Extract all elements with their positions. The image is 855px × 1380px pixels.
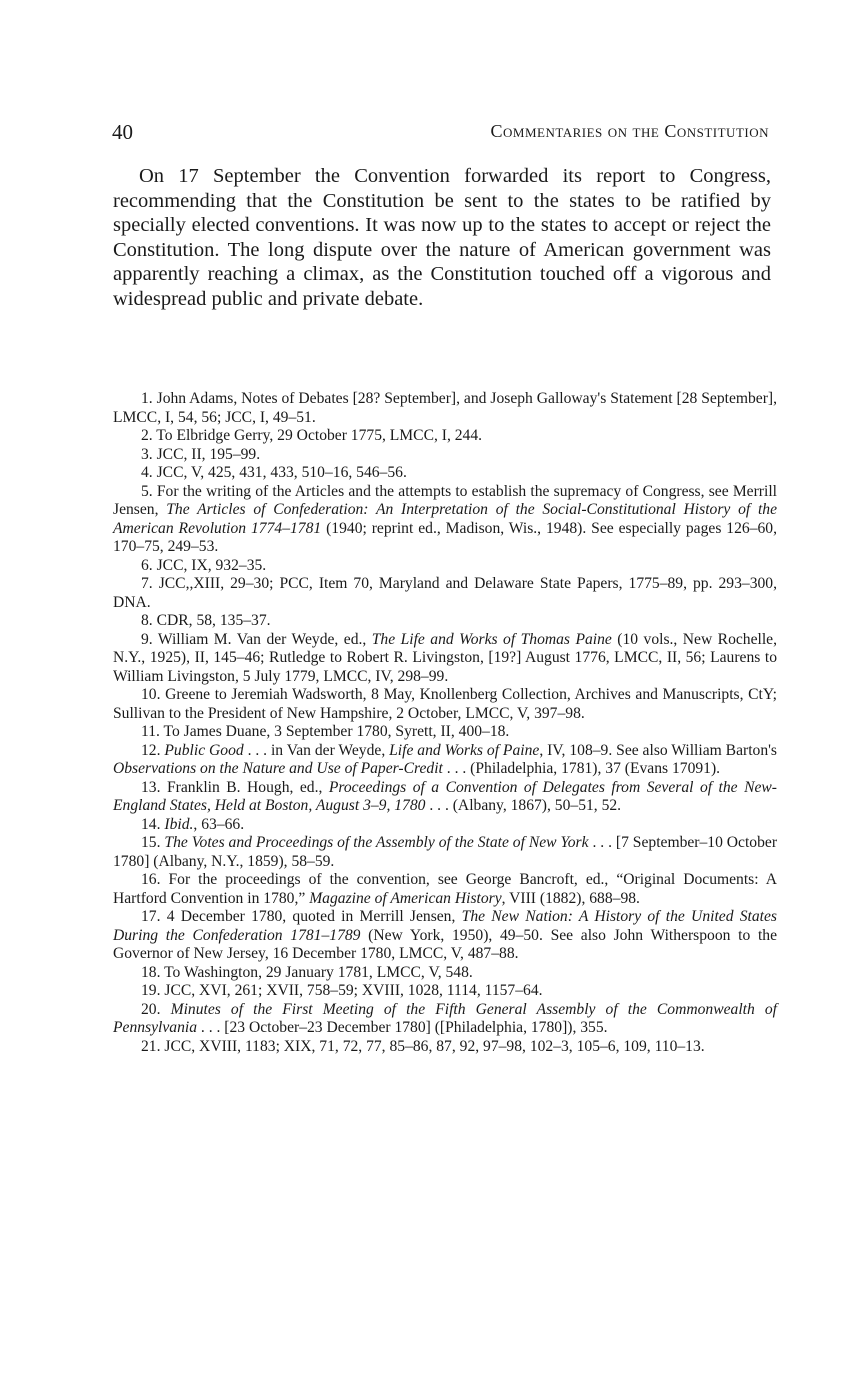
endnote-title: The Votes and Proceedings of the Assembly of the State of New York bbox=[164, 834, 589, 851]
endnote-text: . . . [7 September–10 October 1780] (Albany, N.Y., 1859), 58–59. bbox=[113, 834, 778, 870]
endnote-4 bbox=[113, 464, 777, 483]
endnote-text: (10 vols., New Rochelle, N.Y., 1925), II, 145–46; Rutledge to Robert R. Livingston, [19?] August 1776, LMCC, II, 56; Laurens to William Livingston, 5 July 1779, LMCC, IV, 298–99. bbox=[113, 630, 777, 685]
endnote-text: 14. bbox=[141, 815, 165, 833]
endnote-title: The Life and Works of Thomas Paine bbox=[371, 630, 612, 648]
endnote-12 bbox=[113, 742, 777, 779]
endnote-text: . . . [23 October–23 December 1780] ([Philadelphia, 1780]), 355. bbox=[197, 1019, 608, 1036]
endnote-text: . . . in Van der Weyde, bbox=[243, 741, 390, 759]
endnote-title: Public Good bbox=[164, 741, 244, 759]
endnote-1 bbox=[113, 390, 777, 427]
endnote-text: 16. For the proceedings of the convention, see George Bancroft, ed., “Original Documents: A Hartford Convention in 1780,” bbox=[113, 871, 777, 907]
endnote-text: 13. Franklin B. Hough, ed., bbox=[141, 778, 329, 796]
endnote-8 bbox=[113, 612, 777, 631]
endnote-text: 4. JCC, V, 425, 431, 433, 510–16, 546–56. bbox=[141, 464, 407, 481]
endnote-text: (New York, 1950), 49–50. See also John Witherspoon to the Governor of New Jersey, 16 December 1780, LMCC, V, 487–88. bbox=[113, 926, 777, 962]
endnote-title: Proceedings of a Convention of Delegates from Several of the New-England States, Held at Boston, August 3–9, 1780 bbox=[113, 778, 777, 814]
endnote-text: . . . (Albany, 1867), 50–51, 52. bbox=[425, 797, 622, 814]
endnote-text: 9. William M. Van der Weyde, ed., bbox=[141, 630, 372, 648]
endnote-text: 3. JCC, II, 195–99. bbox=[141, 445, 261, 463]
endnote-text: 11. To James Duane, 3 September 1780, Syrett, II, 400–18. bbox=[141, 723, 510, 740]
endnote-text: 10. Greene to Jeremiah Wadsworth, 8 May, Knollenberg Collection, Archives and Manuscripts, CtY; Sullivan to the President of New Hampshire, 2 October, LMCC, V, 397–98. bbox=[113, 686, 777, 722]
endnote-text: , VIII (1882), 688–98. bbox=[501, 889, 640, 907]
endnote-text: 19. JCC, XVI, 261; XVII, 758–59; XVIII, 1028, 1114, 1157–64. bbox=[141, 982, 543, 999]
endnote-text: 7. JCC,,XIII, 29–30; PCC, Item 70, Maryland and Delaware State Papers, 1775–89, pp. 293–300, DNA. bbox=[113, 575, 777, 611]
endnote-text: 2. To Elbridge Gerry, 29 October 1775, LMCC, I, 244. bbox=[141, 427, 483, 444]
endnote-title: Minutes of the First Meeting of the Fifth General Assembly of the Commonwealth of Pennsylvania bbox=[113, 1000, 778, 1036]
endnote-title: Magazine of American History bbox=[309, 889, 502, 907]
endnote-text: , IV, 108–9. See also William Barton's bbox=[539, 741, 777, 759]
running-head: Commentaries on the Constitution bbox=[490, 121, 769, 141]
endnote-text: 5. For the writing of the Articles and the attempts to establish the supremacy of Congress, see Merrill Jensen, bbox=[113, 482, 777, 518]
endnote-17 bbox=[113, 908, 777, 964]
endnote-text: 18. To Washington, 29 January 1781, LMCC, V, 548. bbox=[141, 963, 473, 981]
endnote-text: 1. John Adams, Notes of Debates [28? September], and Joseph Galloway's Statement [28 September], LMCC, I, 54, 56; JCC, I, 49–51. bbox=[113, 390, 777, 426]
endnote-title: Observations on the Nature and Use of Paper-Credit bbox=[113, 760, 443, 777]
endnote-5 bbox=[113, 483, 777, 557]
endnote-text: . . . (Philadelphia, 1781), 37 (Evans 17091). bbox=[442, 760, 721, 777]
endnote-15 bbox=[113, 834, 777, 871]
endnote-text: , 63–66. bbox=[193, 815, 245, 833]
endnote-14 bbox=[113, 816, 777, 835]
page-number: 40 bbox=[112, 120, 133, 144]
endnote-text: 8. CDR, 58, 135–37. bbox=[141, 612, 271, 629]
endnote-11 bbox=[113, 723, 777, 742]
endnote-title: The Articles of Confederation: An Interpretation of the Social-Constitutional History of the American Revolution 1774–1781 bbox=[113, 501, 777, 537]
endnote-10 bbox=[113, 686, 777, 723]
endnote-text: 15. bbox=[141, 834, 165, 851]
endnote-6 bbox=[113, 557, 777, 576]
endnote-title: Life and Works of Paine bbox=[389, 741, 540, 759]
endnote-text: 6. JCC, IX, 932–35. bbox=[141, 556, 267, 574]
endnote-text: 20. bbox=[141, 1000, 171, 1018]
endnote-13 bbox=[113, 779, 777, 816]
endnote-title: The New Nation: A History of the United States During the Confederation 1781–1789 bbox=[113, 908, 777, 944]
endnote-20 bbox=[113, 1001, 777, 1038]
endnote-2 bbox=[113, 427, 777, 446]
endnote-21 bbox=[113, 1038, 777, 1057]
endnote-text: 17. 4 December 1780, quoted in Merrill Jensen, bbox=[141, 908, 462, 925]
endnote-text: (1940; reprint ed., Madison, Wis., 1948). See especially pages 126–60, 170–75, 249–53. bbox=[113, 519, 777, 555]
endnotes-list bbox=[113, 390, 777, 1056]
endnote-18 bbox=[113, 964, 777, 983]
endnote-9 bbox=[113, 631, 777, 687]
endnote-7 bbox=[113, 575, 777, 612]
endnote-text: 12. bbox=[141, 741, 165, 759]
endnote-title: Ibid. bbox=[164, 815, 194, 833]
endnote-text: 21. JCC, XVIII, 1183; XIX, 71, 72, 77, 85–86, 87, 92, 97–98, 102–3, 105–6, 109, 110–13. bbox=[141, 1037, 705, 1055]
body-paragraph: On 17 September the Convention forwarded its report to Congress, recommending that the Constitution be sent to the states to be ratified by specially elected conventions. It was now up to the states to accept or reject the Constitution. The long dispute over the nature of American government was apparently reaching a climax, as the Constitution touched off a vigorous and widespread public and private debate. bbox=[113, 165, 771, 310]
endnote-16 bbox=[113, 871, 777, 908]
endnote-3 bbox=[113, 446, 777, 465]
endnote-19 bbox=[113, 982, 777, 1001]
